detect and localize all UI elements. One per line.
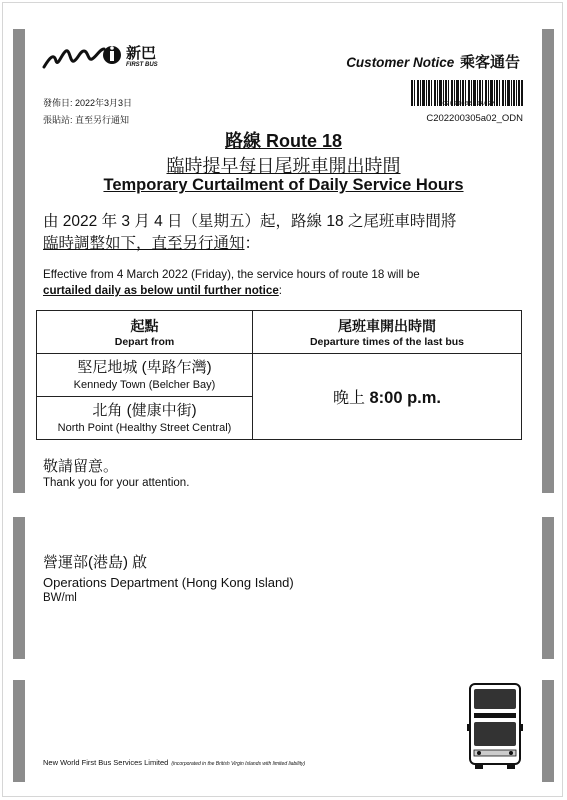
barcode-text: *C202200305A02* <box>438 101 496 107</box>
right-bar-mid <box>542 517 554 659</box>
table-row <box>37 354 522 397</box>
header-depart-from-en: Depart from <box>114 336 175 348</box>
right-bar-bottom <box>542 680 554 782</box>
company-name: New World First Bus Services Limited <box>43 758 169 767</box>
body-en-part1: Effective from 4 March 2022 (Friday), the service hours of route 18 will be <box>43 268 420 281</box>
header-depart-from-zh: 起點 <box>130 318 159 334</box>
left-bar-mid <box>13 517 25 659</box>
header-departure-time-en: Departure times of the last bus <box>309 336 465 348</box>
company-footer <box>43 758 305 767</box>
body-text-zh <box>43 211 523 255</box>
route-title: 路線 Route 18 <box>224 131 343 151</box>
issue-date: 發佈日: 2022年3月3日 <box>43 98 133 108</box>
department-en: Operations Department (Hong Kong Island) <box>43 575 294 590</box>
origin-cell <box>37 397 253 440</box>
body-zh-part1: 由 2022 年 3 月 4 日（星期五）起，路線 18 之尾班車時間將 <box>43 213 457 230</box>
department-zh: 營運部(港島) 啟 <box>43 554 148 571</box>
body-en-part2: curtailed daily as below until further notice <box>43 284 279 297</box>
reference-initials: BW/ml <box>43 592 77 604</box>
header-departure-time <box>253 311 522 354</box>
time-zh: 晚上 <box>333 390 366 407</box>
title-en: Temporary Curtailment of Daily Service Hours <box>103 176 464 194</box>
left-bar-top <box>13 29 25 493</box>
table-header-row <box>37 311 522 354</box>
body-en-part3: : <box>278 284 283 297</box>
stops-posted: 張貼站: 直至另行通知 <box>43 115 130 125</box>
closing-en: Thank you for your attention. <box>43 477 190 489</box>
body-zh-part2: 臨時調整如下，直至另行通知 <box>43 235 245 252</box>
swoosh-logo-icon <box>42 43 122 71</box>
right-bar-top <box>542 29 554 493</box>
time-en: 8:00 p.m. <box>369 389 441 407</box>
body-text-en <box>43 267 523 299</box>
service-hours-table <box>36 310 522 440</box>
closing-zh: 敬請留意。 <box>43 458 119 475</box>
brand-name-en: FIRST BUS <box>126 62 158 68</box>
body-zh-part3: ： <box>244 235 261 252</box>
origin-en: Kennedy Town (Belcher Bay) <box>73 379 216 391</box>
brand-name-zh: 新巴 <box>126 45 157 62</box>
notice-title-en: Customer Notice <box>346 55 455 70</box>
company-logo <box>42 43 158 71</box>
header-departure-time-zh: 尾班車開出時間 <box>338 318 436 334</box>
title-zh: 臨時提早每日尾班車開出時間 <box>166 156 401 176</box>
header-depart-from <box>37 311 253 354</box>
origin-en: North Point (Healthy Street Central) <box>57 422 232 434</box>
last-bus-time <box>253 354 522 440</box>
origin-zh: 堅尼地城 (卑路乍灣) <box>77 359 212 376</box>
origin-zh: 北角 (健康中街) <box>92 402 197 419</box>
double-decker-bus-icon <box>466 682 524 770</box>
left-bar-bottom <box>13 680 25 782</box>
origin-cell <box>37 354 253 397</box>
document-reference: C202200305a02_ODN <box>426 113 523 124</box>
notice-title-zh: 乘客通告 <box>459 54 520 71</box>
notice-title <box>346 51 520 72</box>
incorporation-note: (incorporated in the British Virgin Islands with limited liability) <box>171 761 306 767</box>
